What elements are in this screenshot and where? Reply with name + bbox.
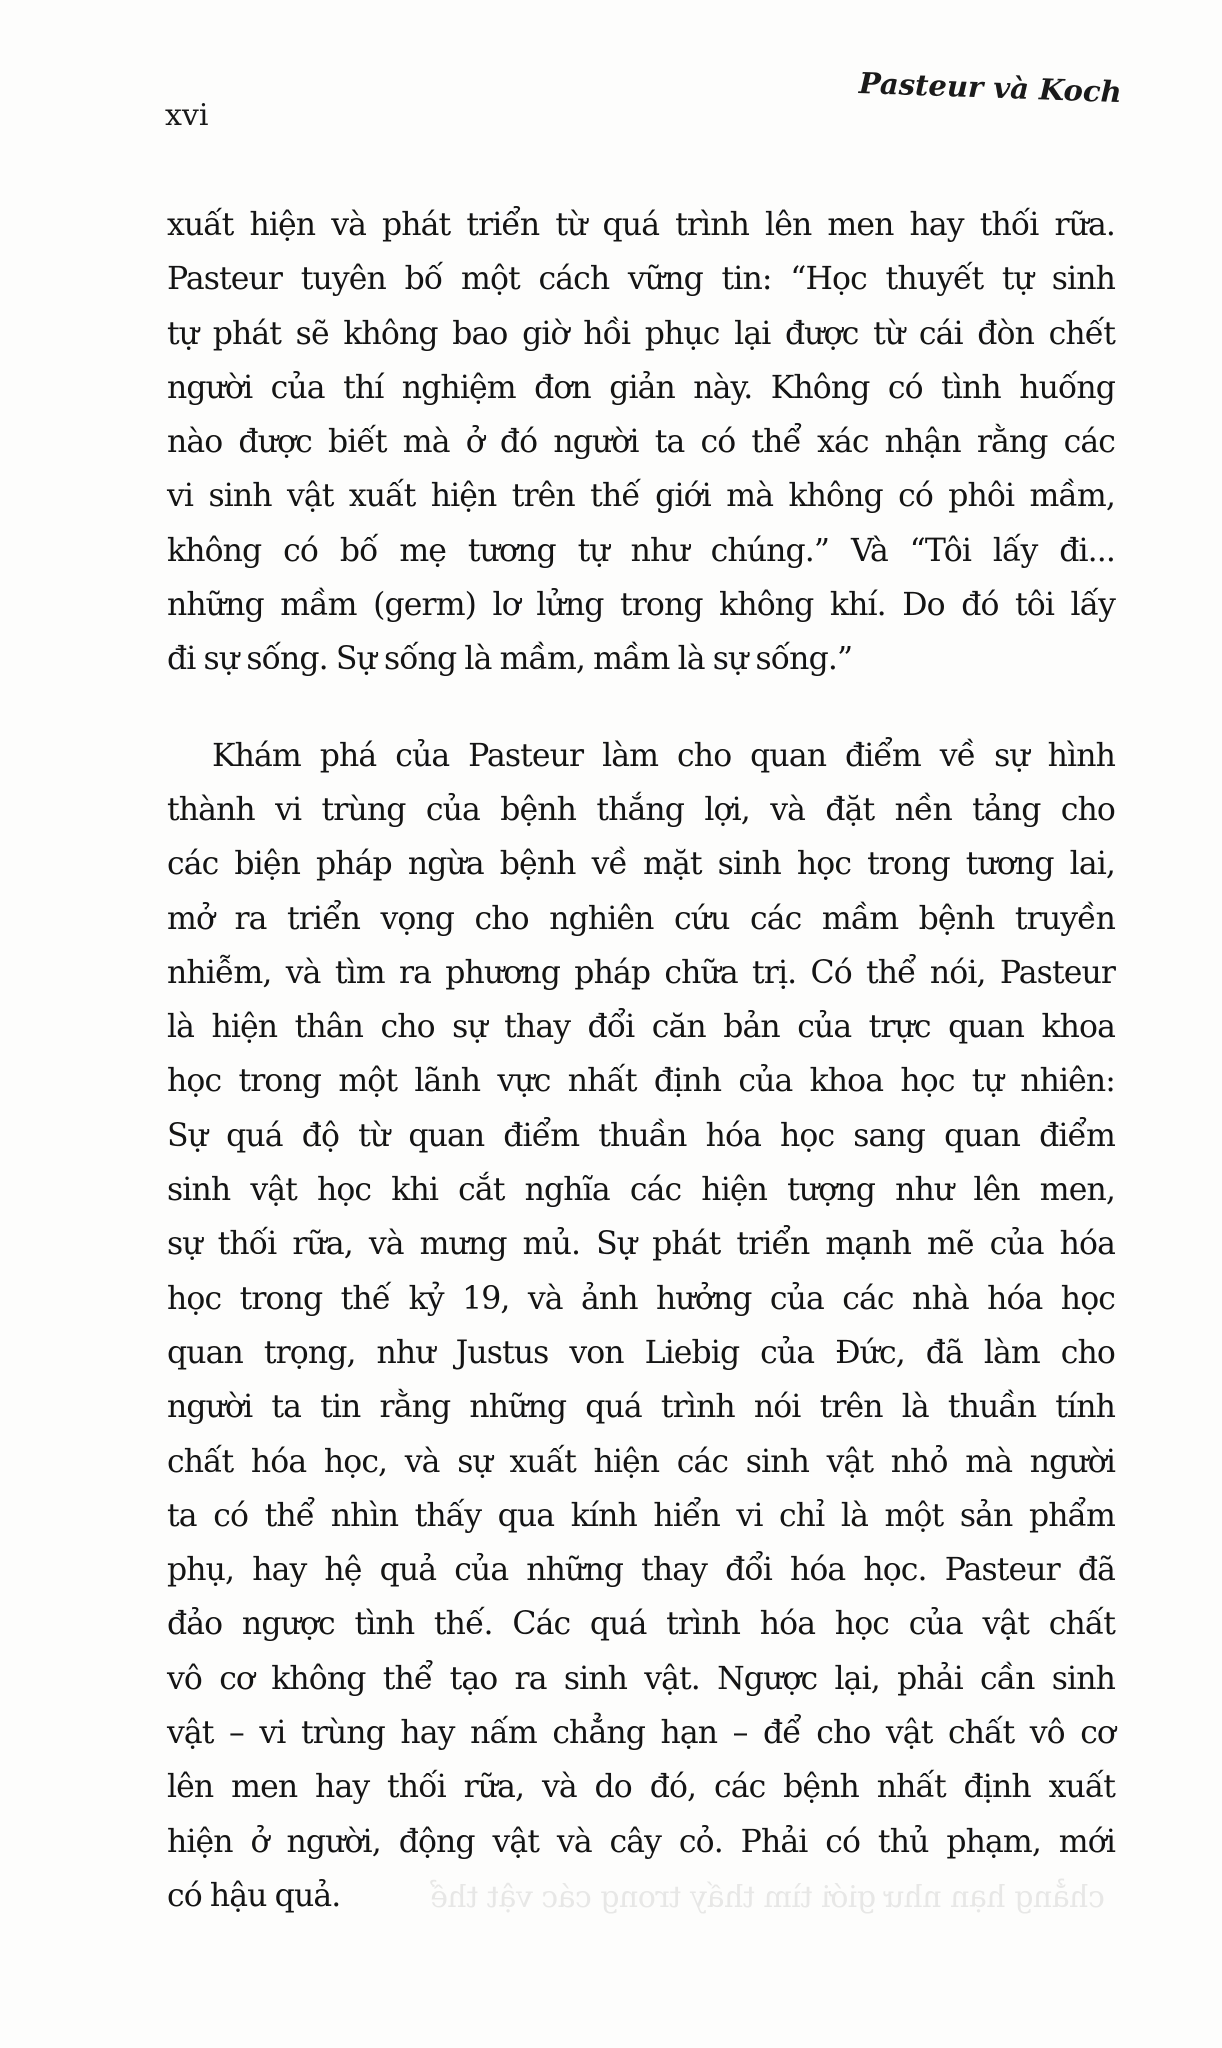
text-line: mở ra triển vọng cho nghiên cứu các mầm bệnh truyền bbox=[167, 900, 1115, 937]
text-line: các biện pháp ngừa bệnh về mặt sinh học trong tương lai, bbox=[167, 846, 1115, 883]
text-line: xuất hiện và phát triển từ quá trình lên men hay thối rữa. bbox=[167, 207, 1115, 243]
running-title: Pasteur và Koch bbox=[858, 66, 1123, 110]
text-line: phụ, hay hệ quả của những thay đổi hóa học. Pasteur đã bbox=[167, 1552, 1115, 1589]
text-line: Sự quá độ từ quan điểm thuần hóa học sang quan điểm bbox=[167, 1117, 1115, 1154]
text-line: sinh vật học khi cắt nghĩa các hiện tượng như lên men, bbox=[167, 1172, 1115, 1209]
text-line: ta có thể nhìn thấy qua kính hiển vi chỉ là một sản phẩm bbox=[167, 1497, 1115, 1534]
text-line: chất hóa học, và sự xuất hiện các sinh vật nhỏ mà người bbox=[167, 1443, 1115, 1480]
body-text bbox=[167, 198, 1115, 1923]
paragraph-spacer bbox=[167, 687, 1115, 729]
text-line: vật – vi trùng hay nấm chẳng hạn – để cho vật chất vô cơ bbox=[167, 1715, 1115, 1752]
text-line: vô cơ không thể tạo ra sinh vật. Ngược lại, phải cần sinh bbox=[167, 1660, 1115, 1697]
text-line: hiện ở người, động vật và cây cỏ. Phải có thủ phạm, mới bbox=[167, 1823, 1115, 1860]
text-line: học trong một lãnh vực nhất định của khoa học tự nhiên: bbox=[167, 1063, 1115, 1100]
text-line: Khám phá của Pasteur làm cho quan điểm về sự hình bbox=[212, 737, 1115, 774]
text-line: Pasteur tuyên bố một cách vững tin: “Học thuyết tự sinh bbox=[167, 261, 1115, 298]
text-line: lên men hay thối rữa, và do đó, các bệnh nhất định xuất bbox=[167, 1769, 1115, 1806]
text-line: đảo ngược tình thế. Các quá trình hóa học của vật chất bbox=[167, 1606, 1115, 1643]
text-line: vi sinh vật xuất hiện trên thế giới mà không có phôi mầm, bbox=[167, 478, 1115, 515]
paragraph-2 bbox=[167, 729, 1115, 1924]
text-line: nào được biết mà ở đó người ta có thể xác nhận rằng các bbox=[167, 424, 1115, 461]
text-line: những mầm (germ) lơ lửng trong không khí. Do đó tôi lấy bbox=[167, 587, 1115, 624]
text-line: tự phát sẽ không bao giờ hồi phục lại được từ cái đòn chết bbox=[167, 315, 1115, 352]
text-line: có hậu quả. bbox=[167, 1877, 341, 1914]
page-number: xvi bbox=[165, 98, 209, 133]
text-line: sự thối rữa, và mưng mủ. Sự phát triển mạnh mẽ của hóa bbox=[167, 1226, 1115, 1263]
text-line: học trong thế kỷ 19, và ảnh hưởng của các nhà hóa học bbox=[167, 1280, 1115, 1317]
text-line: nhiễm, và tìm ra phương pháp chữa trị. Có thể nói, Pasteur bbox=[167, 954, 1115, 991]
text-line: thành vi trùng của bệnh thắng lợi, và đặt nền tảng cho bbox=[167, 791, 1115, 828]
text-line: quan trọng, như Justus von Liebig của Đức, đã làm cho bbox=[167, 1334, 1115, 1371]
text-line: người của thí nghiệm đơn giản này. Không có tình huống bbox=[167, 369, 1115, 406]
text-line: người ta tin rằng những quá trình nói trên là thuần tính bbox=[167, 1389, 1115, 1426]
text-line: không có bố mẹ tương tự như chúng.” Và “Tôi lấy đi... bbox=[167, 532, 1115, 569]
show-through-text: chẳng hạn như giới tìm thấy trong các vật thể bbox=[430, 1880, 1105, 1915]
text-line: đi sự sống. Sự sống là mầm, mầm là sự sống.” bbox=[167, 641, 853, 678]
paragraph-1 bbox=[167, 198, 1115, 687]
text-line: là hiện thân cho sự thay đổi căn bản của trực quan khoa bbox=[167, 1009, 1115, 1046]
